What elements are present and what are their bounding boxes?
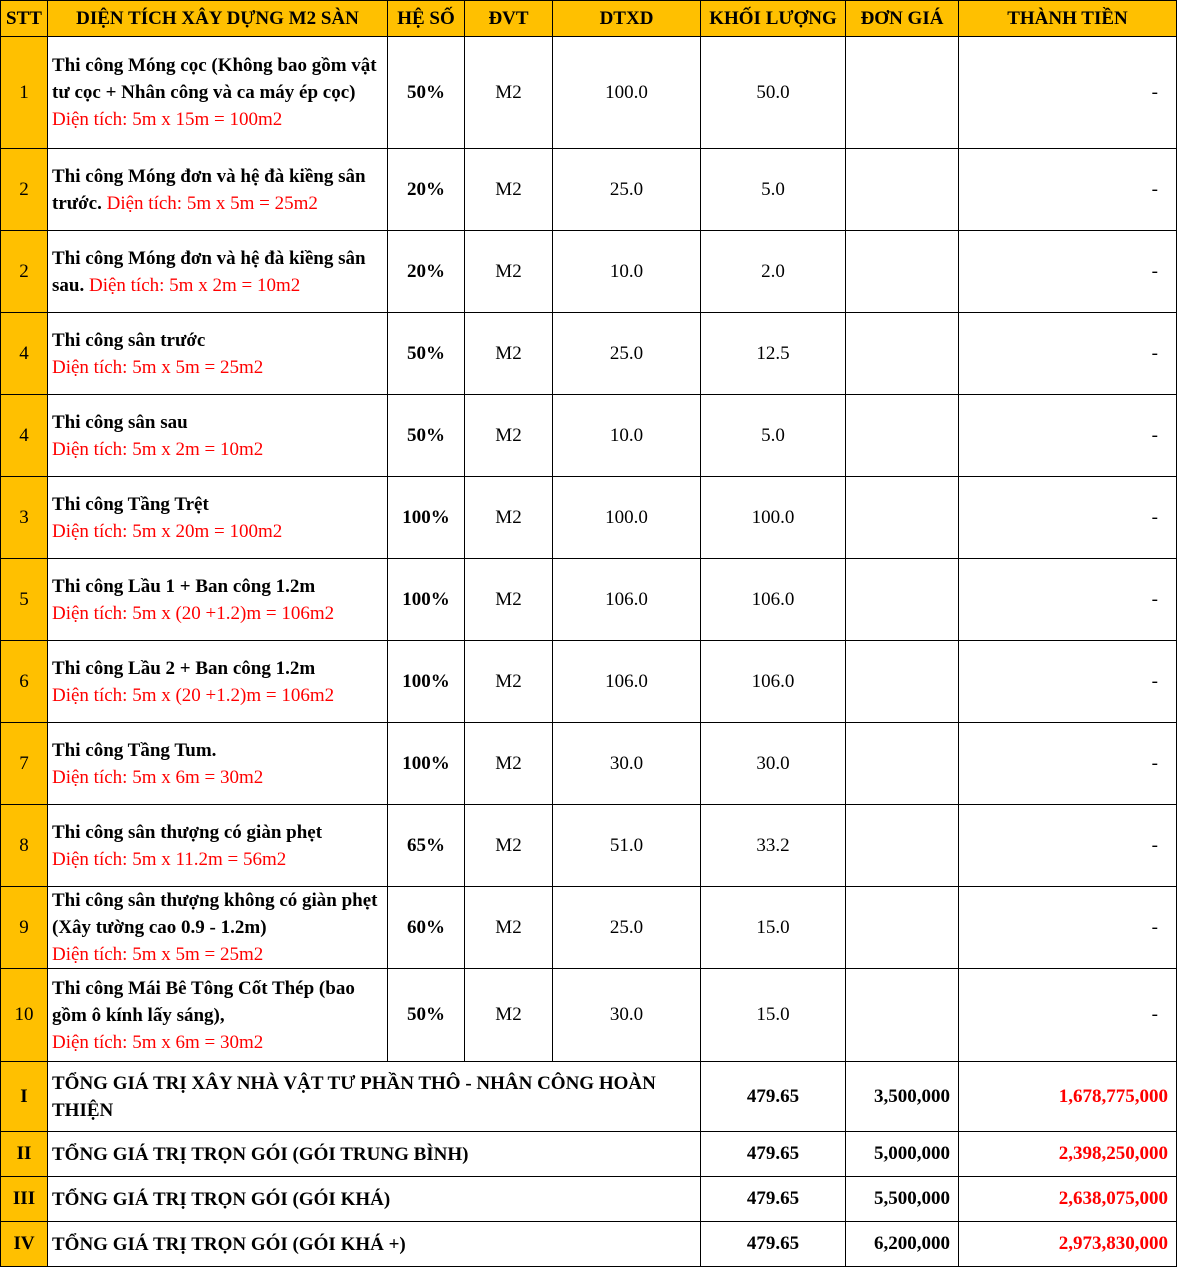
item-title: Thi công Móng cọc (Không bao gồm vật tư cọc + Nhân công và ca máy ép cọc) [52, 55, 377, 103]
row-total[interactable]: - [959, 395, 1177, 477]
total-stt[interactable]: I [1, 1062, 48, 1132]
row-description[interactable] [48, 477, 388, 559]
header-coefficient[interactable]: HỆ SỐ [388, 1, 465, 37]
total-stt[interactable]: IV [1, 1222, 48, 1267]
row-coefficient[interactable]: 20% [388, 149, 465, 231]
total-unit-price[interactable]: 3,500,000 [846, 1062, 959, 1132]
row-stt[interactable]: 9 [1, 887, 48, 969]
row-stt[interactable]: 1 [1, 37, 48, 149]
header-unit[interactable]: ĐVT [465, 1, 553, 37]
header-total[interactable]: THÀNH TIỀN [959, 1, 1177, 37]
total-stt[interactable]: II [1, 1132, 48, 1177]
header-quantity[interactable]: KHỐI LƯỢNG [701, 1, 846, 37]
row-quantity[interactable]: 12.5 [701, 313, 846, 395]
total-amount[interactable]: 2,398,250,000 [959, 1132, 1177, 1177]
item-area: Diện tích: 5m x (20 +1.2)m = 106m2 [52, 602, 335, 624]
item-area: Diện tích: 5m x 6m = 30m2 [52, 766, 264, 788]
table-row [1, 887, 1177, 969]
total-unit-price[interactable]: 6,200,000 [846, 1222, 959, 1267]
item-area: Diện tích: 5m x 5m = 25m2 [106, 192, 318, 214]
total-label[interactable]: TỔNG GIÁ TRỊ TRỌN GÓI (GÓI TRUNG BÌNH) [48, 1132, 701, 1177]
item-area: Diện tích: 5m x 6m = 30m2 [52, 1031, 264, 1053]
row-coefficient[interactable]: 50% [388, 395, 465, 477]
row-unit[interactable]: M2 [465, 887, 553, 969]
total-amount[interactable]: 2,638,075,000 [959, 1177, 1177, 1222]
row-description[interactable] [48, 723, 388, 805]
row-quantity[interactable]: 106.0 [701, 559, 846, 641]
row-quantity[interactable]: 15.0 [701, 887, 846, 969]
row-quantity[interactable]: 50.0 [701, 37, 846, 149]
total-label[interactable]: TỔNG GIÁ TRỊ TRỌN GÓI (GÓI KHÁ +) [48, 1222, 701, 1267]
row-unit[interactable]: M2 [465, 313, 553, 395]
row-stt[interactable]: 10 [1, 969, 48, 1062]
item-area: Diện tích: 5m x 15m = 100m2 [52, 109, 283, 130]
row-dtxd[interactable]: 30.0 [553, 723, 701, 805]
item-title: Thi công Móng đơn và hệ đà kiềng sân trước. [52, 165, 366, 214]
item-area: Diện tích: 5m x 2m = 10m2 [88, 274, 301, 296]
row-stt[interactable]: 5 [1, 559, 48, 641]
row-unit[interactable]: M2 [465, 559, 553, 641]
row-description[interactable] [48, 641, 388, 723]
row-stt[interactable]: 6 [1, 641, 48, 723]
total-quantity[interactable]: 479.65 [701, 1177, 846, 1222]
row-coefficient[interactable]: 50% [388, 313, 465, 395]
row-total[interactable]: - [959, 805, 1177, 887]
row-stt[interactable]: 7 [1, 723, 48, 805]
header-description[interactable]: DIỆN TÍCH XÂY DỰNG M2 SÀN [48, 1, 388, 37]
row-unit[interactable]: M2 [465, 37, 553, 149]
item-title: Thi công sân thượng có giàn phẹt [52, 821, 323, 843]
total-row [1, 1177, 1177, 1222]
table-row [1, 37, 1177, 149]
total-stt[interactable]: III [1, 1177, 48, 1222]
row-unit-price[interactable] [846, 477, 959, 559]
table-row [1, 149, 1177, 231]
row-unit-price[interactable] [846, 723, 959, 805]
row-stt[interactable]: 2 [1, 149, 48, 231]
item-title: Thi công sân trước [52, 329, 206, 351]
row-unit[interactable]: M2 [465, 641, 553, 723]
row-description[interactable] [48, 805, 388, 887]
row-unit[interactable]: M2 [465, 395, 553, 477]
item-area: Diện tích: 5m x 5m = 25m2 [52, 356, 264, 378]
row-quantity[interactable]: 15.0 [701, 969, 846, 1062]
total-amount[interactable]: 2,973,830,000 [959, 1222, 1177, 1267]
total-row [1, 1132, 1177, 1177]
item-title: Thi công sân sau [52, 411, 188, 433]
row-description[interactable] [48, 231, 388, 313]
header-row [1, 1, 1177, 37]
row-coefficient[interactable]: 65% [388, 805, 465, 887]
row-unit-price[interactable] [846, 969, 959, 1062]
row-description[interactable] [48, 969, 388, 1062]
row-dtxd[interactable]: 100.0 [553, 37, 701, 149]
row-stt[interactable]: 4 [1, 395, 48, 477]
total-quantity[interactable]: 479.65 [701, 1062, 846, 1132]
row-total[interactable]: - [959, 559, 1177, 641]
row-unit[interactable]: M2 [465, 231, 553, 313]
row-dtxd[interactable]: 25.0 [553, 887, 701, 969]
total-label[interactable]: TỔNG GIÁ TRỊ TRỌN GÓI (GÓI KHÁ) [48, 1177, 701, 1222]
row-total[interactable]: - [959, 313, 1177, 395]
row-total[interactable]: - [959, 641, 1177, 723]
total-label[interactable]: TỔNG GIÁ TRỊ XÂY NHÀ VẬT TƯ PHẦN THÔ - NHÂN CÔNG HOÀN THIỆN [48, 1062, 701, 1132]
row-total[interactable]: - [959, 231, 1177, 313]
row-description[interactable] [48, 149, 388, 231]
row-coefficient[interactable]: 100% [388, 641, 465, 723]
row-dtxd[interactable]: 100.0 [553, 477, 701, 559]
header-unit-price[interactable]: ĐƠN GIÁ [846, 1, 959, 37]
row-coefficient[interactable]: 100% [388, 559, 465, 641]
row-unit-price[interactable] [846, 805, 959, 887]
row-unit[interactable]: M2 [465, 723, 553, 805]
total-quantity[interactable]: 479.65 [701, 1222, 846, 1267]
row-dtxd[interactable]: 10.0 [553, 231, 701, 313]
row-unit-price[interactable] [846, 887, 959, 969]
table-row [1, 723, 1177, 805]
row-quantity[interactable]: 30.0 [701, 723, 846, 805]
total-row [1, 1062, 1177, 1132]
row-unit-price[interactable] [846, 395, 959, 477]
row-coefficient[interactable]: 50% [388, 969, 465, 1062]
total-quantity[interactable]: 479.65 [701, 1132, 846, 1177]
row-quantity[interactable]: 106.0 [701, 641, 846, 723]
item-title: Thi công sân thượng không có giàn phẹt (Xây tường cao 0.9 - 1.2m) [52, 890, 378, 938]
item-title: Thi công Tầng Trệt [52, 493, 209, 515]
row-dtxd[interactable]: 25.0 [553, 313, 701, 395]
item-title: Thi công Lầu 2 + Ban công 1.2m [52, 657, 316, 679]
item-area: Diện tích: 5m x 2m = 10m2 [52, 438, 264, 460]
row-dtxd[interactable]: 10.0 [553, 395, 701, 477]
table-row [1, 559, 1177, 641]
row-total[interactable]: - [959, 887, 1177, 969]
table-row [1, 969, 1177, 1062]
row-total[interactable]: - [959, 149, 1177, 231]
item-title: Thi công Móng đơn và hệ đà kiềng sân sau. [52, 247, 366, 296]
row-unit-price[interactable] [846, 37, 959, 149]
item-title: Thi công Mái Bê Tông Cốt Thép (bao gồm ô kính lấy sáng), [52, 977, 355, 1026]
row-unit[interactable]: M2 [465, 805, 553, 887]
item-area: Diện tích: 5m x (20 +1.2)m = 106m2 [52, 684, 335, 706]
row-stt[interactable]: 4 [1, 313, 48, 395]
row-coefficient[interactable]: 60% [388, 887, 465, 969]
table-row [1, 395, 1177, 477]
row-dtxd[interactable]: 30.0 [553, 969, 701, 1062]
row-total[interactable]: - [959, 477, 1177, 559]
table-row [1, 641, 1177, 723]
header-stt[interactable]: STT [1, 1, 48, 37]
item-title: Thi công Lầu 1 + Ban công 1.2m [52, 575, 316, 597]
row-quantity[interactable]: 33.2 [701, 805, 846, 887]
row-quantity[interactable]: 5.0 [701, 149, 846, 231]
row-coefficient[interactable]: 20% [388, 231, 465, 313]
row-unit[interactable]: M2 [465, 477, 553, 559]
row-quantity[interactable]: 5.0 [701, 395, 846, 477]
table-row [1, 231, 1177, 313]
row-coefficient[interactable]: 100% [388, 723, 465, 805]
row-dtxd[interactable]: 51.0 [553, 805, 701, 887]
row-unit-price[interactable] [846, 559, 959, 641]
total-amount[interactable]: 1,678,775,000 [959, 1062, 1177, 1132]
row-quantity[interactable]: 2.0 [701, 231, 846, 313]
row-quantity[interactable]: 100.0 [701, 477, 846, 559]
row-description[interactable] [48, 313, 388, 395]
row-coefficient[interactable]: 50% [388, 37, 465, 149]
total-row [1, 1222, 1177, 1267]
header-dtxd[interactable]: DTXD [553, 1, 701, 37]
row-description[interactable] [48, 395, 388, 477]
item-title: Thi công Tầng Tum. [52, 739, 217, 761]
row-unit[interactable]: M2 [465, 149, 553, 231]
table-row [1, 477, 1177, 559]
table-row [1, 313, 1177, 395]
row-stt[interactable]: 8 [1, 805, 48, 887]
row-unit-price[interactable] [846, 641, 959, 723]
row-description[interactable] [48, 37, 388, 149]
total-unit-price[interactable]: 5,000,000 [846, 1132, 959, 1177]
row-unit[interactable]: M2 [465, 969, 553, 1062]
row-dtxd[interactable]: 106.0 [553, 641, 701, 723]
item-area: Diện tích: 5m x 5m = 25m2 [52, 944, 264, 965]
row-total[interactable]: - [959, 723, 1177, 805]
item-area: Diện tích: 5m x 20m = 100m2 [52, 520, 283, 542]
row-stt[interactable]: 2 [1, 231, 48, 313]
row-stt[interactable]: 3 [1, 477, 48, 559]
item-area: Diện tích: 5m x 11.2m = 56m2 [52, 848, 287, 870]
table-row [1, 805, 1177, 887]
row-description[interactable] [48, 559, 388, 641]
row-dtxd[interactable]: 106.0 [553, 559, 701, 641]
row-total[interactable]: - [959, 37, 1177, 149]
row-unit-price[interactable] [846, 231, 959, 313]
row-unit-price[interactable] [846, 149, 959, 231]
row-coefficient[interactable]: 100% [388, 477, 465, 559]
total-unit-price[interactable]: 5,500,000 [846, 1177, 959, 1222]
row-description[interactable] [48, 887, 388, 969]
row-unit-price[interactable] [846, 313, 959, 395]
row-dtxd[interactable]: 25.0 [553, 149, 701, 231]
row-total[interactable]: - [959, 969, 1177, 1062]
